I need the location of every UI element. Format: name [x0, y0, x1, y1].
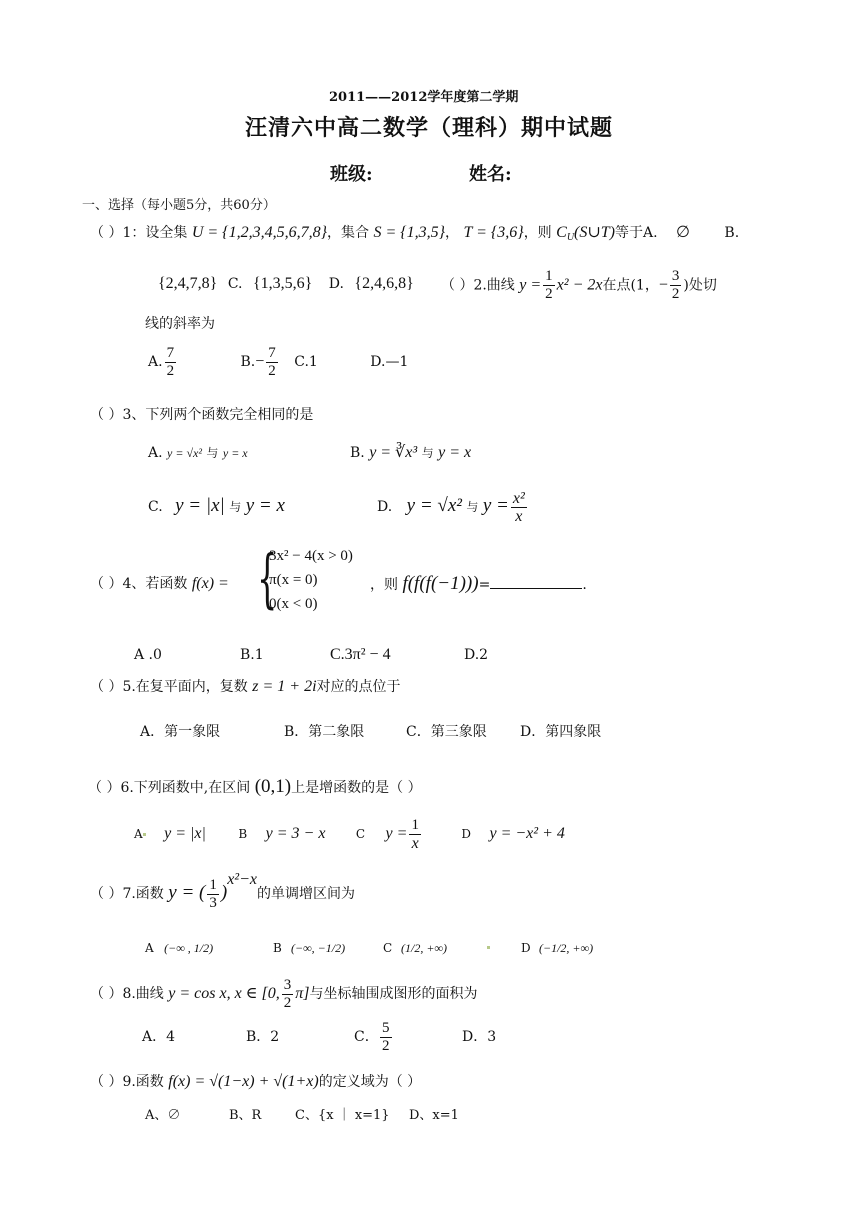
q8-option-d: D．3 — [462, 1029, 497, 1045]
q4-case-3: 0(x < 0) — [269, 596, 318, 612]
q7-option-d: (−1/2, +∞) — [539, 941, 594, 955]
question-9: （ ）9.函数 f(x) = √(1−x) + √(1+x)的定义域为（ ） — [90, 1073, 422, 1090]
q8-bound-fraction: $\frac{3}{2}$ — [283, 976, 292, 1011]
q7-option-a: (−∞ , 1/2) — [164, 941, 214, 955]
q2-answer-paren: （ ） — [441, 277, 474, 294]
question-3-options-ab: A. y = √x² 与 y = x — [148, 445, 248, 461]
q3-option-c-left: y = |x| — [175, 495, 225, 516]
q8-answer-paren: （ ） — [90, 986, 123, 1002]
q5-answer-paren: （ ） — [90, 679, 123, 695]
q2-option-d: D.—1 — [370, 354, 409, 370]
q4-option-a: A .0 — [134, 647, 162, 663]
q3-option-d-left: y = √x² — [406, 495, 462, 516]
name-label: 姓名: — [469, 164, 512, 185]
class-label: 班级: — [330, 164, 373, 185]
q9-answer-paren: （ ） — [90, 1074, 123, 1090]
question-3-option-d: D. y = √x² 与 y = $\frac{\text{x²}}{x}$ — [377, 489, 525, 525]
q1-universal-set: U = {1,2,3,4,5,6,7,8} — [191, 224, 327, 241]
q3-option-d-fraction: $\frac{\text{x²}}{x}$ — [512, 489, 525, 525]
question-2-options: A. $\frac{7}{2}$ B.− $\frac{7}{2}$ C.1 D.—1 — [148, 344, 409, 379]
q7-option-c: (1/2, +∞) — [401, 941, 447, 955]
q7-option-b: (−∞, −1/2) — [291, 941, 346, 955]
q4-case-2: π(x = 0) — [269, 572, 318, 588]
question-5: （ ）5.在复平面内，复数 z = 1 + 2i对应的点位于 — [90, 678, 401, 695]
question-3-option-b: B. y = ∛x³ 与 y = x — [350, 444, 472, 461]
q5-option-d: D．第四象限 — [520, 724, 602, 740]
exam-title: 汪清六中高二数学（理科）期中试题 — [245, 115, 614, 141]
q4-left-brace: { — [257, 542, 278, 616]
question-6-options: A y = |x| B y = 3 − x C y = $\frac{1}{x}$ D y = −x² + 4 — [134, 816, 565, 852]
q1-option-b: {2,4,7,8} — [158, 275, 218, 292]
question-6: （ ）6.下列函数中,在区间 (0,1)上是增函数的是（ ） — [88, 776, 422, 797]
question-7-options: A (−∞ , 1/2) B (−∞, −1/2) C (1/2, +∞) D (−1/2, +∞) — [145, 932, 213, 964]
q4-option-b: B.1 — [240, 647, 264, 663]
q1-answer-paren: （ ） — [90, 225, 123, 241]
question-1-line-2: {2,4,7,8} C. {1,3,5,6} D. {2,4,6,8} — [158, 275, 414, 292]
q2-option-c: C.1 — [294, 354, 318, 370]
question-4-options — [134, 645, 489, 665]
q6-option-a: y = |x| — [164, 825, 206, 842]
q7-exponent: x²−x — [227, 871, 257, 888]
q3-answer-paren: （ ） — [90, 407, 123, 423]
q1-option-d: {2,4,6,8} — [354, 275, 414, 292]
term-heading: 2011——2012学年度第二学期 — [329, 90, 519, 105]
q9-option-c: C、{x ｜ x=1} — [295, 1108, 390, 1123]
question-3-option-c: C. y = |x| 与 y = x — [148, 495, 285, 516]
q8-option-b: B．2 — [246, 1029, 280, 1045]
question-5-options — [140, 722, 602, 742]
q4-case-1: 3x² − 4(x > 0) — [269, 548, 353, 564]
q6-answer-paren: （ ） — [88, 780, 121, 796]
question-8-options: A．4 B．2 C． $\frac{5}{2}$ D．3 — [142, 1020, 497, 1054]
q3-option-b-left: y = ∛x³ — [369, 444, 418, 461]
q9-option-d: D、x=1 — [409, 1108, 459, 1123]
question-3: （ ）3、下列两个函数完全相同的是 — [90, 407, 314, 423]
q6-option-c: $\frac{1}{x}$ — [411, 816, 419, 852]
q4-answer-blank — [490, 574, 582, 589]
q6-option-b: y = 3 − x — [265, 825, 326, 842]
q1-option-a: ∅ — [676, 224, 690, 241]
q3-option-a-left: y = √x² — [167, 446, 202, 460]
question-7: （ ）7.函数 y = ( $\frac{1}{3}$ )$^{x^2-x}$的单调增区间为 — [90, 871, 355, 911]
q5-option-b: B．第二象限 — [284, 724, 365, 740]
question-4-lead: （ ）4、若函数 f(x) = — [90, 575, 229, 592]
q9-option-b: B、R — [229, 1108, 262, 1123]
q4-option-c: C.3π² − 4 — [330, 646, 391, 663]
q1-complement-expr: $C_U(S\cup T)$ — [556, 224, 616, 243]
q9-option-a: A、∅ — [145, 1108, 181, 1123]
q1-option-c: {1,3,5,6} — [252, 275, 313, 292]
q2-fraction: $\frac{1}{2}$ — [545, 268, 553, 302]
q5-option-c: C．第三象限 — [406, 724, 487, 740]
q8-option-c: $\frac{5}{2}$ — [382, 1020, 390, 1054]
q5-option-a: A．第一象限 — [140, 724, 221, 740]
q8-expression: y = cos x, x ∈ [0, — [168, 985, 280, 1002]
q4-piecewise — [257, 544, 367, 622]
q4-option-d: D.2 — [464, 647, 489, 663]
q6-interval: (0,1) — [254, 776, 292, 797]
question-2-line-1: （ ）2.曲线 y = $\frac{1}{2}$ x² − 2x在点(1，− $\frac{3}{2}$ )处切 — [441, 268, 717, 302]
q9-function: f(x) = √(1−x) + √(1+x) — [168, 1073, 319, 1090]
q1-set-s: S = {1,3,5} — [373, 224, 446, 241]
q2-option-b: $\frac{7}{2}$ — [268, 344, 276, 379]
q1-set-t: T = {3,6} — [463, 224, 524, 241]
section-heading: 一、选择（每小题5分，共60分） — [82, 198, 276, 213]
q7-base-fraction: $\frac{1}{3}$ — [209, 876, 217, 911]
question-9-options — [145, 1106, 459, 1126]
question-2-line-2: 线的斜率为 — [145, 316, 215, 332]
q4-function-name: f(x) = — [191, 575, 229, 592]
q4-answer-paren: （ ） — [90, 576, 123, 592]
q5-complex-number: z = 1 + 2i — [252, 678, 317, 695]
q7-answer-paren: （ ） — [90, 886, 123, 902]
question-1-line-1: （ ）1：设全集 U = {1,2,3,4,5,6,7,8}，集合 S = {1,3,5}， T = {3,6}，则 $C_U(S\cup T)$等于A. ∅ B. — [90, 224, 740, 243]
q8-option-a: A．4 — [142, 1029, 176, 1045]
question-4-tail: ，则 f(f(f(−1)))= . — [370, 573, 587, 594]
question-8: （ ）8.曲线 y = cos x, x ∈ [0, $\frac{3}{2}$ π]与坐标轴围成图形的面积为 — [90, 976, 478, 1011]
q2-option-a: $\frac{7}{2}$ — [166, 344, 175, 379]
q6-option-d: y = −x² + 4 — [489, 825, 565, 842]
q2-point-fraction: $\frac{3}{2}$ — [671, 268, 680, 302]
q4-composite-expr: f(f(f(−1))) — [402, 573, 479, 594]
